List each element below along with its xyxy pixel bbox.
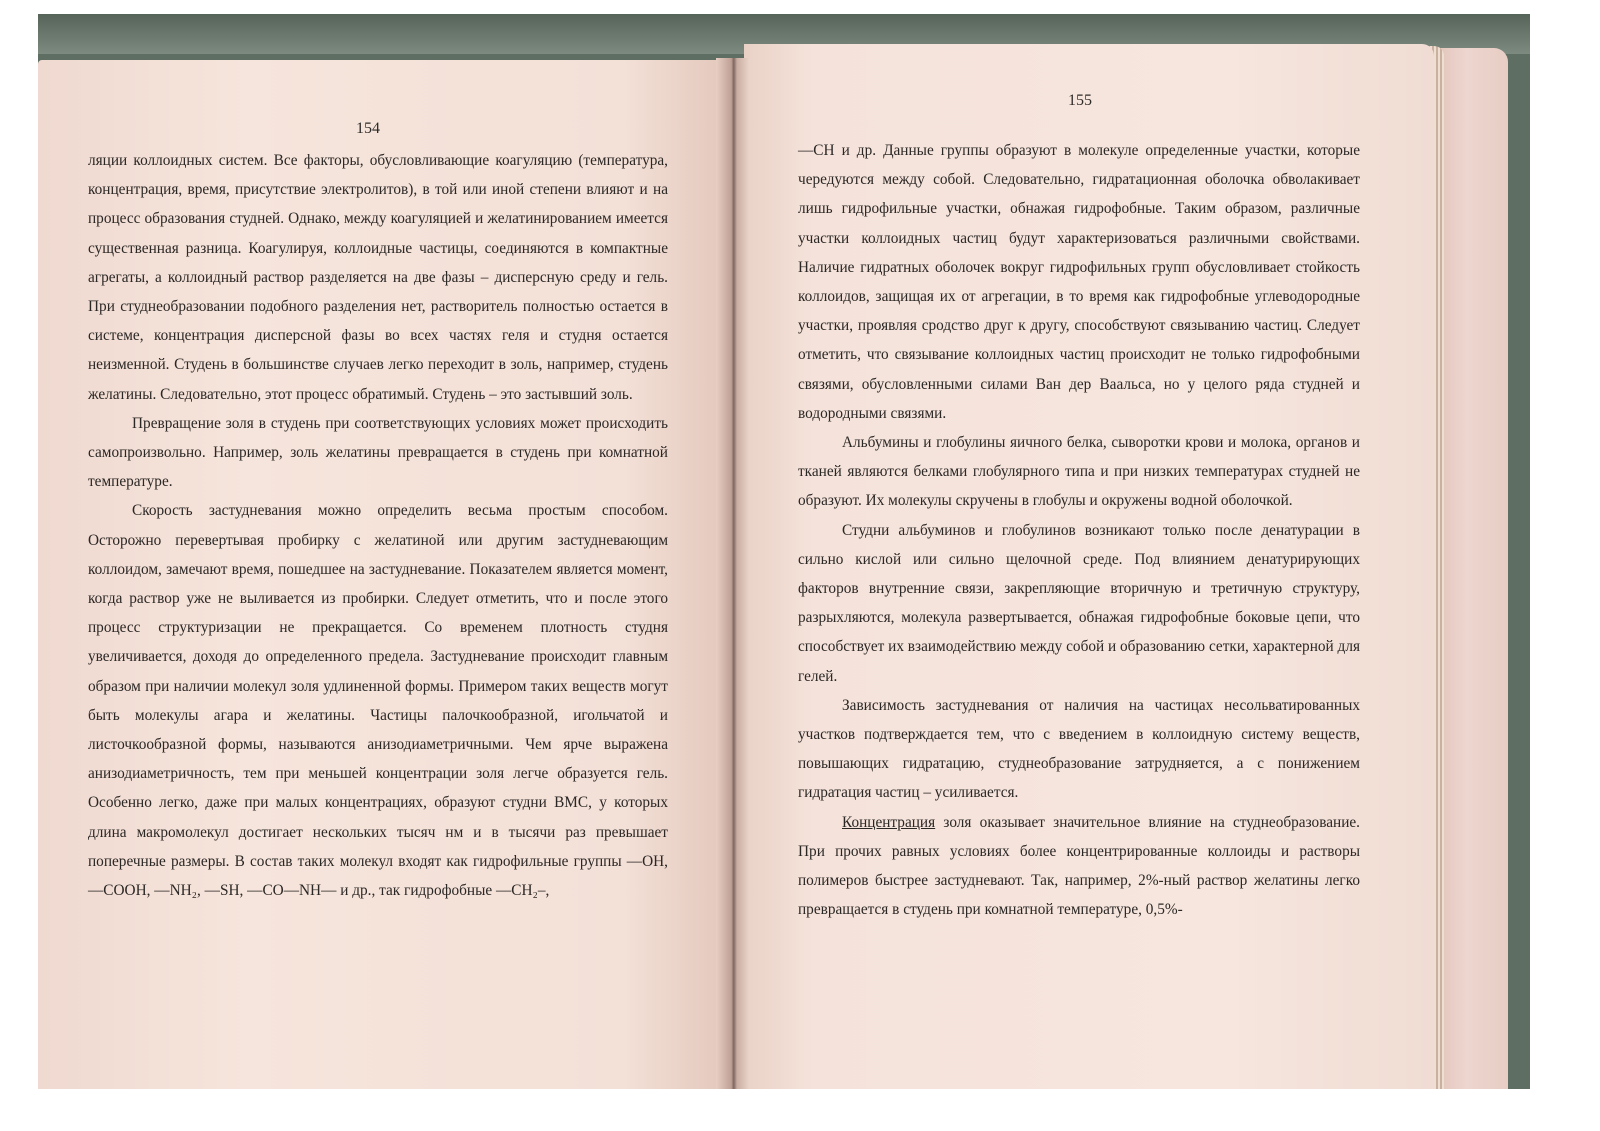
paragraph: ляции коллоидных систем. Все факторы, обусловливающие коагуляцию (температура, концентрация, время, присутствие электролитов), в той или иной степени влияют и на процесс образования студней. Однако, между коагуляцией и желатинированием имеется существенная разница. Коагулируя, коллоидные частицы, соединяются в компактные агрегаты, а коллоидный раствор разделяется на две фазы – дисперсную среду и гель. При студнеобразовании подобного разделения нет, растворитель полностью остается в системе, концентрация дисперсной фазы во всех частях геля и студня остается неизменной. Студень в большинстве случаев легко переходит в золь, например, студень желатины. Следовательно, этот процесс обратимый. Студень – это застывший золь. [88,152,668,403]
paragraph: Альбумины и глобулины яичного белка, сыворотки крови и молока, органов и тканей являются белками глобулярного типа и при низких температурах студней не образуют. Их молекулы скручены в глобулы и окружены водной оболочкой. [798,434,1360,510]
left-page-number: 154 [356,120,380,137]
paragraph-text: и др. Данные группы образуют в молекуле определенные участки, которые чередуются между собой. Следовательно, гидратационная оболочка обволакивает лишь гидрофильные участки, обнажая гидрофобные. Таким образом, различные участки коллоидных частиц будут характеризоваться различными свойствами. Наличие гидратных оболочек вокруг гидрофильных групп обусловливает стойкость коллоидов, защищая их от агрегации, в то время как гидрофобные углеводородные участки, проявляя сродство друг к другу, способствуют связыванию частиц. Следует отметить, что связывание коллоидных частиц происходит не только гидрофобными связями, обусловленными силами Ван дер Ваальса, но у целого ряда студней и водородными связями. [798,142,1360,422]
paragraph: Студни альбуминов и глобулинов возникают только после денатурации в сильно кислой или сильно щелочной среде. Под влиянием денатурирующих факторов внутренние связи, закрепляющие вторичную и третичную структуру, разрыхляются, молекула развертывается, обнажая гидрофобные боковые цепи, что способствует их взаимодействию между собой и образованию сетки, характерной для гелей. [798,521,1360,685]
paragraph: Скорость застудневания можно определить весьма простым способом. Осторожно перевертывая пробирку с желатиной или другим застудневающим коллоидом, замечают время, пошедшее на застудневание. Показателем является момент, когда раствор уже не выливается из пробирки. Следует отметить, что и после этого процесс структуризации не прекращается. Со временем плотность студня увеличивается, доходя до определенного предела. Застудневание происходит главным образом при наличии молекул золя удлиненной формы. Примером таких веществ могут быть молекулы агара и желатины. Частицы палочкообразной, игольчатой и листочкообразной формы, называются анизодиаметричными. Чем ярче выражена анизодиаметричность, тем при меньшей концентрации золя легче образуется гель. Особенно легко, даже при малых концентрациях, образуют студни ВМС, у которых длина макромолекул достигает нескольких тысяч нм и в тысячи раз превышает поперечные размеры. В состав таких молекул входят как гидрофильные группы —OH, —COOH, —NH₂, —SH, —CO—NH— и др., так гидрофобные —CH₂–, [88,502,668,900]
paragraph [798,808,1360,925]
underlined-term: Концентрация [842,813,936,831]
right-page-number: 155 [1068,92,1092,109]
paragraph-text: золя оказывает значительное влияние на студнеобразование. При прочих равных условиях более концентрированные коллоиды и растворы полимеров быстрее застудневают. Так, например, 2%-ный раствор желатины легко превращается в студень при комнатной температуре, 0,5%- [798,813,1360,919]
paragraph: Зависимость застудневания от наличия на частицах несольватированных участков подтверждается тем, что с введением в коллоидную систему веществ, повышающих гидратацию, студнеобразование затрудняется, а с понижением гидратация частиц – усиливается. [798,696,1360,802]
book-gutter [716,58,750,1089]
paragraph: Превращение золя в студень при соответствующих условиях может происходить самопроизвольно. Например, золь желатины превращается в студень при комнатной температуре. [88,414,668,491]
book-spine [1438,48,1508,1089]
chemical-formula: —CH [798,142,835,159]
left-page-text [88,146,668,905]
paragraph [798,136,1360,428]
scanned-book-spread [38,14,1530,1089]
right-page-text [798,136,1360,924]
